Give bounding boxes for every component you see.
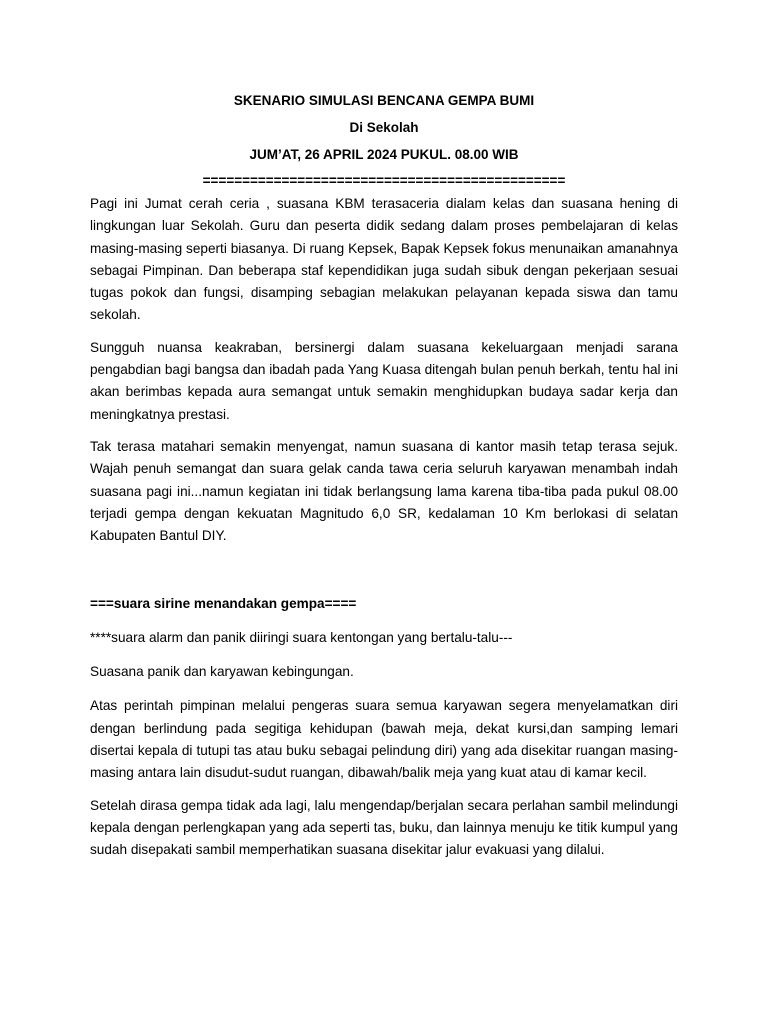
panic-line: Suasana panik dan karyawan kebingungan.	[90, 664, 354, 680]
document-title: SKENARIO SIMULASI BENCANA GEMPA BUMI	[233, 93, 535, 108]
document-page	[90, 92, 678, 872]
paragraph-assembly-point: Setelah dirasa gempa tidak ada lagi, lalu mengendap/berjalan secara perlahan sambil melindungi kepala dengan perlengkapan yang ada seperti tas, buku, dan lainnya menuju ke titik kumpul yang sudah disepakati sambil memperhatikan suasana disekitar jalur evakuasi yang dilalui.	[90, 797, 678, 858]
paragraph-opening: Pagi ini Jumat cerah ceria , suasana KBM terasaceria dialam kelas dan suasana hening di lingkungan luar Sekolah. Guru dan peserta didik sedang dalam proses pembelajaran di kelas masing-masing seperti biasanya. Di ruang Kepsek, Bapak Kepsek fokus menunaikan amanahnya sebagai Pimpinan. Dan beberapa staf kependidikan juga sudah sibuk dengan pekerjaan sesuai tugas pokok dan fungsi, disamping sebagian melakukan pelayanan kepada siswa dan tamu sekolah.	[90, 196, 678, 323]
paragraph-atmosphere: Sungguh nuansa keakraban, bersinergi dalam suasana kekeluargaan menjadi sarana pengabdian bagi bangsa dan ibadah pada Yang Kuasa ditengah bulan penuh berkah, tentu hal ini akan berimbas kepada aura semangat untuk semakin menghidupkan budaya sadar kerja dan meningkatnya prestasi.	[90, 339, 678, 422]
document-subtitle-location: Di Sekolah	[349, 120, 419, 135]
document-date-time: JUM’AT, 26 APRIL 2024 PUKUL. 08.00 WIB	[249, 147, 519, 162]
paragraph-evacuation-order: Atas perintah pimpinan melalui pengeras suara semua karyawan segera menyelamatkan diri dengan berlindung pada segitiga kehidupan (bawah meja, dekat kursi,dan samping lemari disertai kepala di tutupi tas atau buku sebagai pelindung diri) yang ada disekitar ruangan masing-masing antara lain disudut-sudut ruangan, dibawah/balik meja yang kuat atau di kamar kecil.	[90, 698, 678, 781]
paragraph-earthquake: Tak terasa matahari semakin menyengat, namun suasana di kantor masih tetap terasa sejuk. Wajah penuh semangat dan suara gelak canda tawa ceria seluruh karyawan menambah indah suasana pagi ini...namun kegiatan ini tidak berlangsung lama karena tiba-tiba pada pukul 08.00 terjadi gempa dengan kekuatan Magnitudo 6,0 SR, kedalaman 10 Km berlokasi di selatan Kabupaten Bantul DIY.	[90, 438, 678, 544]
separator-line: ==============================================	[202, 173, 566, 188]
spacer	[90, 557, 678, 593]
title-block	[80, 92, 688, 189]
alarm-line: ****suara alarm dan panik diiringi suara kentongan yang bertalu-talu---	[90, 630, 513, 646]
section-heading-siren: ===suara sirine menandakan gempa====	[90, 596, 357, 612]
